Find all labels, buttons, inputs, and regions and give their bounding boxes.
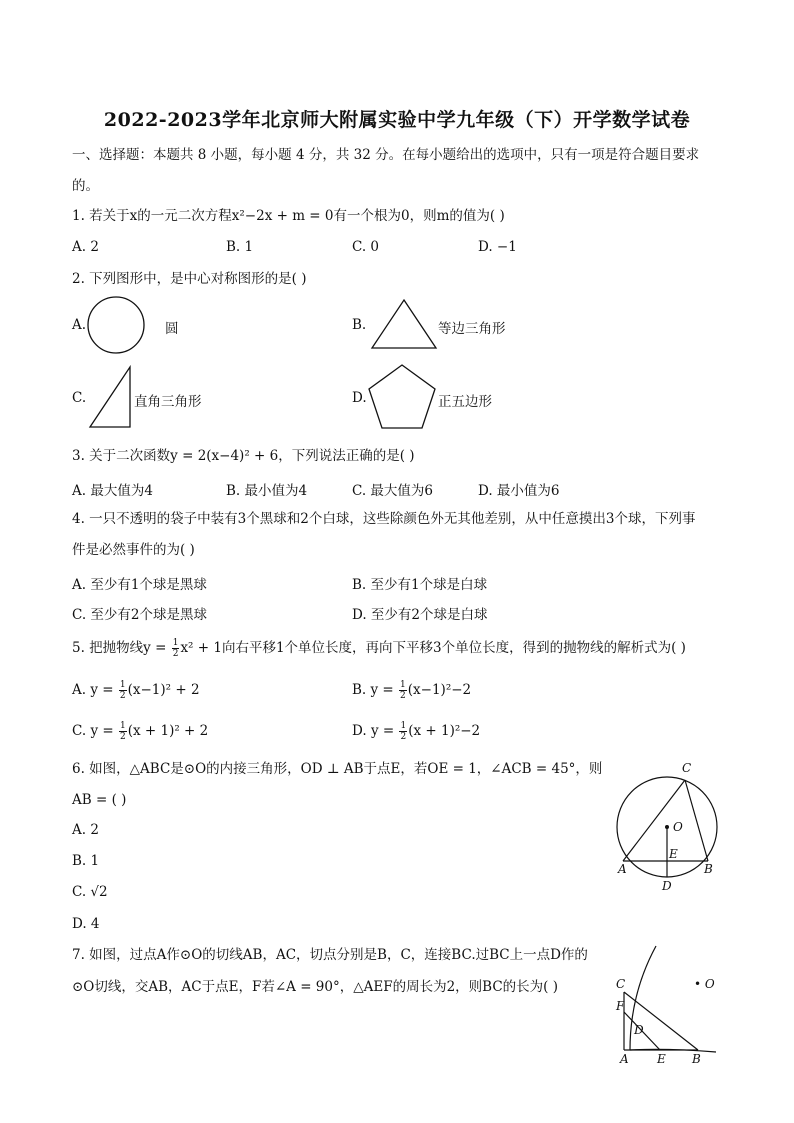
section-instructions-line1: 一、选择题：本题共 8 小题，每小题 4 分，共 32 分。在每小题给出的选项中，只有一项是符合题目要求 (72, 147, 700, 163)
question-5-option-b[interactable]: B. y = $\frac{1}{2}$ (x−1)²−2 (352, 680, 472, 701)
question-3-stem: 3. 关于二次函数y = 2(x−4)² + 6，下列说法正确的是( ) (72, 448, 415, 464)
question-2-stem: 2. 下列图形中，是中心对称图形的是( ) (72, 271, 307, 287)
label-d: D (634, 1023, 644, 1037)
question-6-option-c[interactable]: C. √2 (72, 884, 108, 900)
question-1-option-c[interactable]: C. 0 (352, 239, 380, 255)
question-3-option-a[interactable]: A. 最大值为4 (72, 483, 153, 499)
regular-pentagon-icon (366, 363, 438, 431)
question-4-option-b[interactable]: B. 至少有1个球是白球 (352, 577, 488, 593)
question-5-stem-post: x² + 1向右平移1个单位长度，再向下平移3个单位长度，得到的抛物线的解析式为( ) (180, 640, 686, 656)
label-a: A (618, 862, 627, 876)
question-6-stem-line2: AB = ( ) (72, 792, 127, 808)
question-2-option-d-name: 正五边形 (438, 394, 492, 410)
question-6-option-b[interactable]: B. 1 (72, 853, 100, 869)
question-6-stem-line1: 6. 如图，△ABC是⊙O的内接三角形，OD ⊥ AB于点E，若OE = 1，∠ACB = 45°，则 (72, 761, 603, 777)
question-7-stem-line2: ⊙O切线，交AB，AC于点E，F若∠A = 90°，△AEF的周长为2，则BC的长为( ) (72, 979, 558, 995)
question-4-stem-line2: 件是必然事件的为( ) (72, 542, 195, 558)
label-d: D (662, 879, 672, 893)
label-e: E (657, 1052, 666, 1066)
center-point-o (665, 825, 669, 829)
question-2-option-a-name: 圆 (165, 321, 179, 337)
question-4-option-a[interactable]: A. 至少有1个球是黑球 (72, 577, 207, 593)
question-5-option-c[interactable]: C. y = $\frac{1}{2}$ (x + 1)² + 2 (72, 721, 209, 742)
question-2-option-d-letter[interactable]: D. (352, 390, 367, 406)
question-3-option-d[interactable]: D. 最小值为6 (478, 483, 560, 499)
question-3-option-b[interactable]: B. 最小值为4 (226, 483, 308, 499)
question-5-option-a[interactable]: A. y = $\frac{1}{2}$ (x−1)² + 2 (72, 680, 200, 701)
question-5-option-d[interactable]: D. y = $\frac{1}{2}$ (x + 1)²−2 (352, 721, 481, 742)
equilateral-triangle-icon (370, 298, 438, 350)
label-c: C (616, 977, 626, 991)
label-a: A (620, 1052, 629, 1066)
label-f: F (616, 999, 625, 1013)
label-o: • O (694, 977, 715, 991)
question-6-option-a[interactable]: A. 2 (72, 822, 99, 838)
question-5-stem (72, 638, 686, 659)
question-6-figure (604, 756, 734, 896)
question-7-stem-line1: 7. 如图，过点A作⊙O的切线AB，AC，切点分别是B，C，连接BC.过BC上一点D作的 (72, 947, 588, 963)
question-2-option-b-name: 等边三角形 (438, 321, 506, 337)
right-triangle-icon (88, 365, 134, 429)
question-6-option-d[interactable]: D. 4 (72, 916, 100, 932)
segment-bc (624, 992, 698, 1050)
question-1-option-d[interactable]: D. −1 (478, 239, 517, 255)
section-instructions-line2: 的。 (72, 178, 99, 194)
label-b: B (692, 1052, 701, 1066)
question-4-stem-line1: 4. 一只不透明的袋子中装有3个黑球和2个白球，这些除颜色外无其他差别，从中任意摸出3个球，下列事 (72, 511, 696, 527)
question-2-option-c-name: 直角三角形 (134, 394, 202, 410)
question-7-figure (606, 944, 726, 1068)
question-5-stem-pre: 5. 把抛物线y = (72, 640, 171, 656)
question-1-stem: 1. 若关于x的一元二次方程x²−2x + m = 0有一个根为0，则m的值为( ) (72, 208, 505, 224)
label-b: B (704, 862, 713, 876)
question-1-option-b[interactable]: B. 1 (226, 239, 254, 255)
question-4-option-c[interactable]: C. 至少有2个球是黑球 (72, 607, 208, 623)
segment-cb (685, 780, 708, 861)
label-e: E (669, 847, 678, 861)
circle-shape-icon (86, 295, 146, 355)
question-2-option-a-letter[interactable]: A. (72, 317, 87, 333)
label-c: C (682, 761, 692, 775)
page-title: 2022-2023学年北京师大附属实验中学九年级（下）开学数学试卷 (103, 109, 691, 131)
fraction-one-half: $\frac{1}{2}$ (172, 638, 179, 659)
question-2-option-b-letter[interactable]: B. (352, 317, 367, 333)
question-2-option-c-letter[interactable]: C. (72, 390, 87, 406)
question-1-option-a[interactable]: A. 2 (72, 239, 99, 255)
question-3-option-c[interactable]: C. 最大值为6 (352, 483, 434, 499)
label-o: O (673, 820, 683, 834)
question-4-option-d[interactable]: D. 至少有2个球是白球 (352, 607, 488, 623)
